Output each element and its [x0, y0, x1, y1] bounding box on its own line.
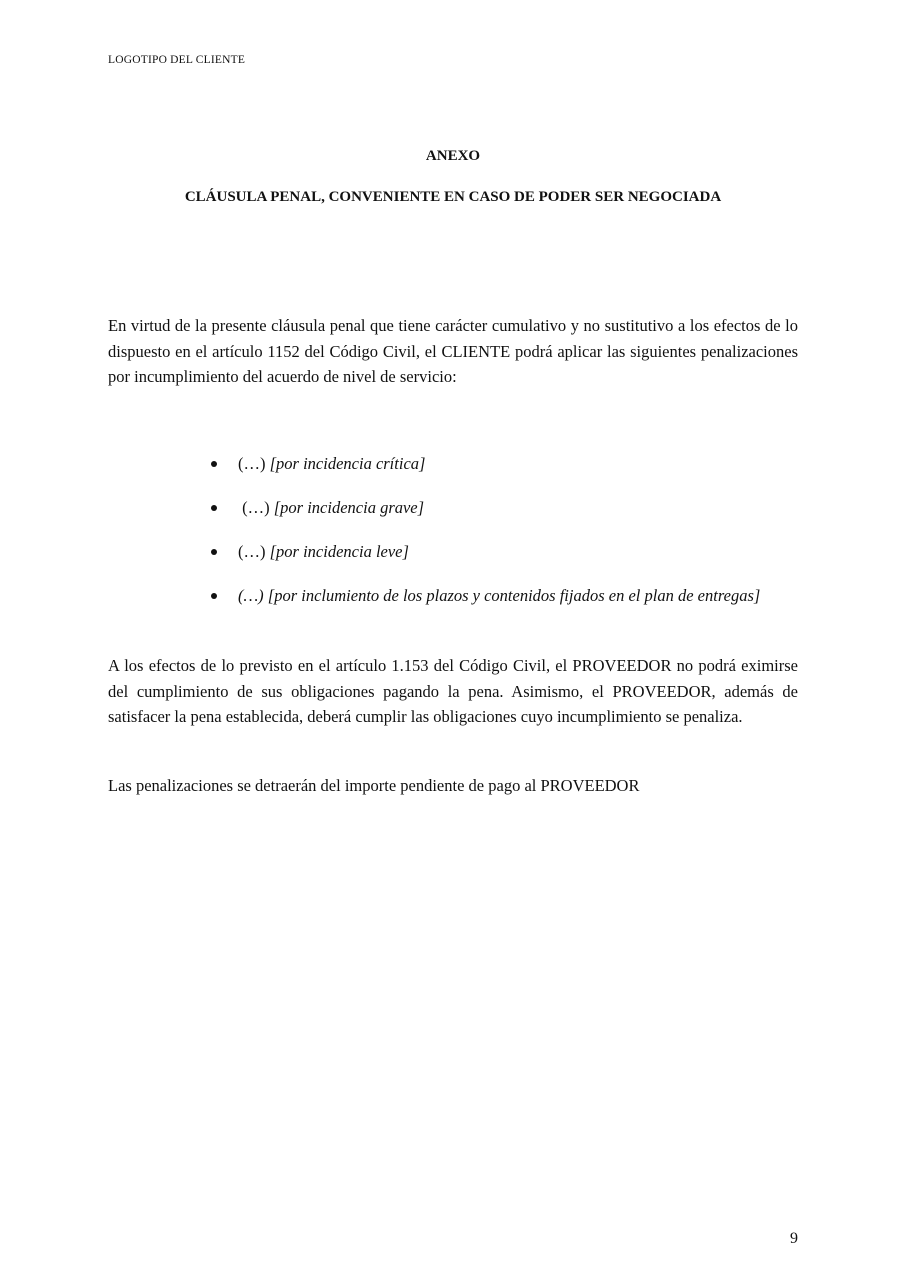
- bullet-icon: [211, 461, 217, 467]
- penalty-amount: (…): [238, 498, 274, 517]
- annex-title: ANEXO: [425, 148, 481, 164]
- bullet-icon: [211, 549, 217, 555]
- client-logo-placeholder: LOGOTIPO DEL CLIENTE: [108, 54, 246, 66]
- penalty-description: [por incidencia crítica]: [269, 454, 426, 473]
- penalty-item-deadlines: [208, 584, 798, 608]
- penalty-amount: (…): [238, 454, 270, 473]
- penalty-list: [208, 452, 798, 608]
- bullet-icon: [211, 505, 217, 511]
- penalty-item-critical: [208, 452, 798, 476]
- page-number: 9: [790, 1230, 798, 1247]
- penalty-description: (…) [por inclumiento de los plazos y contenidos fijados en el plan de entregas]: [238, 586, 761, 605]
- penalty-description: [por incidencia grave]: [273, 498, 425, 517]
- clause-title: CLÁUSULA PENAL, CONVENIENTE EN CASO DE PODER SER NEGOCIADA: [184, 189, 722, 205]
- penalty-item-minor: [208, 540, 798, 564]
- penalty-description: [por incidencia leve]: [269, 542, 409, 561]
- penalty-amount: (…): [238, 542, 270, 561]
- intro-paragraph: En virtud de la presente cláusula penal que tiene carácter cumulativo y no sustitutivo a los efectos de lo dispuesto en el artículo 1152 del Código Civil, el CLIENTE podrá aplicar las siguientes penalizaciones por incumplimiento del acuerdo de nivel de servicio:: [108, 316, 798, 386]
- penalty-item-serious: [208, 496, 798, 520]
- effects-paragraph: A los efectos de lo previsto en el artículo 1.153 del Código Civil, el PROVEEDOR no podrá eximirse del cumplimiento de sus obligaciones pagando la pena. Asimismo, el PROVEEDOR, además de satisfacer la pena establecida, deberá cumplir las obligaciones cuyo incumplimiento se penaliza.: [108, 656, 798, 726]
- bullet-icon: [211, 593, 217, 599]
- deduction-paragraph: Las penalizaciones se detraerán del importe pendiente de pago al PROVEEDOR: [108, 776, 640, 795]
